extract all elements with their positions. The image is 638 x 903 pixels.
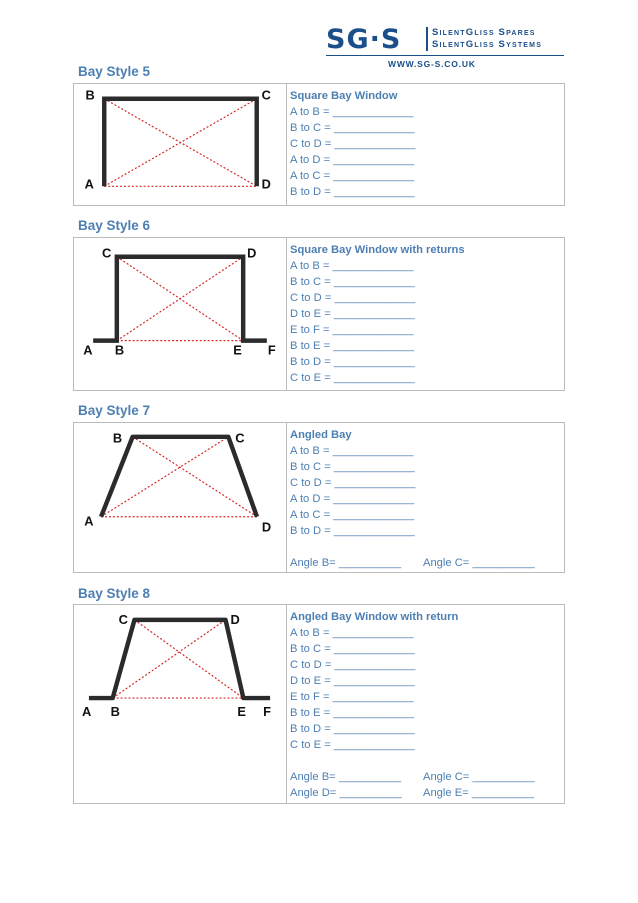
angle-field: Angle E= __________: [423, 787, 535, 799]
bay-style-5-box: [73, 83, 565, 206]
measurement-list: [290, 88, 415, 200]
point-label: C: [118, 611, 128, 627]
section-heading: Bay Style 6: [78, 218, 151, 233]
measurement-row: C to D = _____________: [290, 659, 416, 671]
measurement-row: E to F = _____________: [290, 691, 414, 703]
column-divider: [286, 423, 287, 572]
bay-title: Square Bay Window: [290, 90, 398, 102]
angle-field: Angle B= __________: [290, 771, 402, 783]
company-logo: [326, 26, 566, 72]
point-label: B: [110, 703, 120, 719]
logo-divider: [426, 27, 428, 51]
measurement-row: B to C = _____________: [290, 122, 415, 134]
bay-style-8-box: [73, 604, 565, 804]
point-label: D: [230, 611, 240, 627]
measurement-row: B to D = _____________: [290, 356, 415, 368]
logo-line-systems: SilentGliss Systems: [432, 39, 543, 50]
point-label: A: [81, 703, 92, 719]
measurement-row: B to D = _____________: [290, 186, 415, 198]
point-label: B: [85, 87, 95, 103]
bay-style-6-box: [73, 237, 565, 391]
bay-style-6-diagram: [74, 238, 286, 390]
measurement-row: A to C = _____________: [290, 509, 415, 521]
angle-field: Angle B= __________: [290, 557, 402, 569]
measurement-row: B to D = _____________: [290, 525, 415, 537]
logo-rule: [326, 55, 564, 56]
column-divider: [286, 238, 287, 390]
bay-title: Square Bay Window with returns: [290, 244, 465, 256]
measurement-row: C to D = _____________: [290, 292, 416, 304]
measurement-list: [290, 427, 535, 571]
section-heading: Bay Style 8: [78, 586, 151, 601]
measurement-row: A to C = _____________: [290, 170, 415, 182]
measurement-row: C to D = _____________: [290, 138, 416, 150]
point-label: B: [112, 430, 123, 446]
section-heading: Bay Style 5: [78, 64, 151, 79]
angle-row: [290, 769, 535, 785]
measurement-row: C to D = _____________: [290, 477, 416, 489]
measurement-row: E to F = _____________: [290, 324, 414, 336]
diagonal-line: [101, 437, 228, 517]
point-label: D: [261, 519, 272, 535]
point-label: C: [261, 87, 271, 103]
measurement-row: A to B = _____________: [290, 627, 414, 639]
bay-style-7-diagram: [74, 423, 286, 572]
bay-style-7-box: [73, 422, 565, 573]
measurement-list: [290, 609, 535, 801]
point-label: E: [233, 342, 242, 358]
bay-style-5-diagram: [74, 84, 286, 205]
logo-url: WWW.SG-S.CO.UK: [388, 59, 476, 69]
measurement-row: B to C = _____________: [290, 276, 415, 288]
measurement-list: [290, 242, 465, 386]
bay-outline: [89, 620, 270, 698]
measurement-row: C to E = _____________: [290, 372, 415, 384]
measurement-row: B to D = _____________: [290, 723, 415, 735]
point-label: D: [261, 176, 271, 192]
logo-line-spares: SilentGliss Spares: [432, 27, 536, 38]
measurement-row: A to D = _____________: [290, 493, 415, 505]
angle-field: Angle C= __________: [423, 557, 535, 569]
point-label: F: [263, 703, 272, 719]
angle-row: [290, 785, 535, 801]
point-label: C: [235, 430, 245, 446]
point-label: B: [114, 342, 125, 358]
point-label: E: [237, 703, 246, 719]
diagonal-line: [117, 257, 243, 341]
bay-title: Angled Bay Window with return: [290, 611, 459, 623]
point-label: A: [84, 513, 94, 529]
measurement-row: B to E = _____________: [290, 707, 415, 719]
measurement-row: B to E = _____________: [290, 340, 415, 352]
measurement-row: D to E = _____________: [290, 308, 415, 320]
diagonal-line: [133, 437, 257, 517]
bay-style-8-diagram: [74, 605, 286, 803]
column-divider: [286, 605, 287, 803]
logo-mark: SG·S: [326, 24, 402, 55]
angle-field: Angle D= __________: [290, 787, 402, 799]
point-label: D: [247, 245, 257, 261]
measurement-row: C to E = _____________: [290, 739, 415, 751]
point-label: A: [83, 342, 93, 358]
bay-outline: [101, 437, 257, 517]
measurement-row: B to C = _____________: [290, 461, 415, 473]
point-label: C: [102, 245, 112, 261]
section-heading: Bay Style 7: [78, 403, 151, 418]
measurement-row: A to B = _____________: [290, 106, 414, 118]
measurement-row: A to B = _____________: [290, 260, 414, 272]
angle-field: Angle C= __________: [423, 771, 535, 783]
measurement-row: A to B = _____________: [290, 445, 414, 457]
angle-row: [290, 555, 535, 571]
bay-title: Angled Bay: [290, 429, 352, 441]
point-label: F: [267, 342, 276, 358]
column-divider: [286, 84, 287, 205]
point-label: A: [84, 176, 94, 192]
measurement-row: B to C = _____________: [290, 643, 415, 655]
measurement-row: A to D = _____________: [290, 154, 415, 166]
measurement-row: D to E = _____________: [290, 675, 415, 687]
